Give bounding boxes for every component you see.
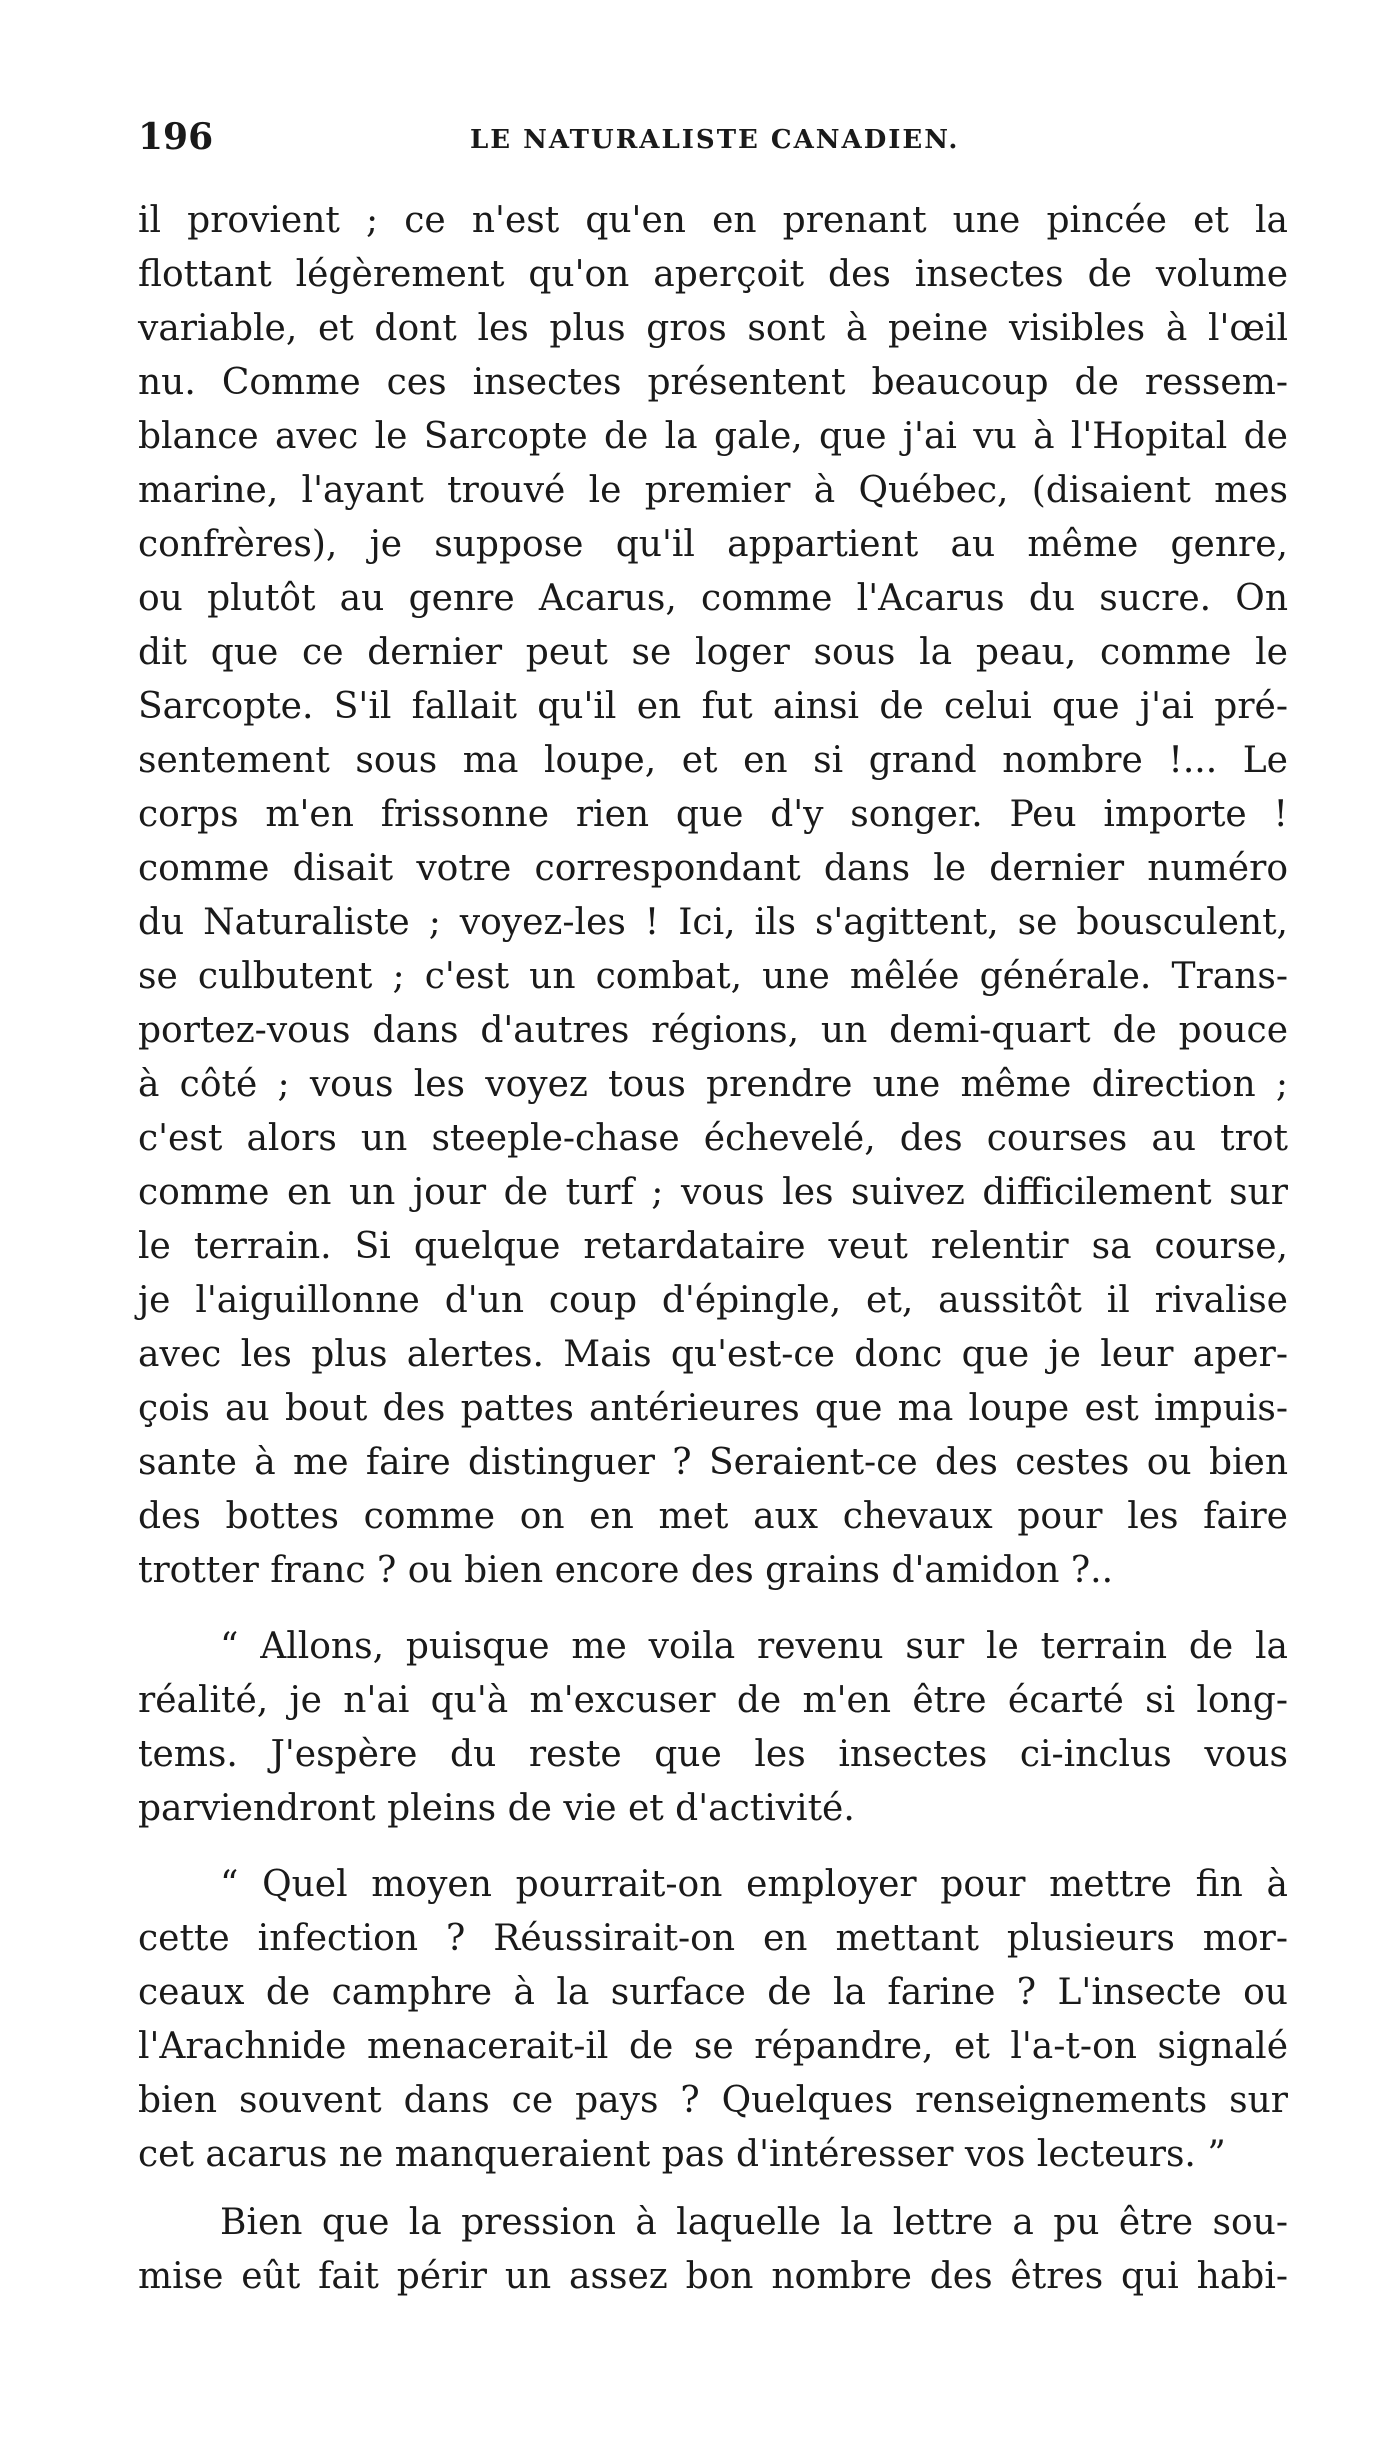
paragraph-4 [138,2196,1288,2304]
text-line: ceaux de camphre à la surface de la farine ? L'insecte ou [138,1972,1288,2013]
text-line: sentement sous ma loupe, et en si grand nombre !... Le [138,740,1288,781]
text-line: variable, et dont les plus gros sont à peine visibles à l'œil [138,308,1288,349]
page-header [138,112,1288,162]
text-line: des bottes comme on en met aux chevaux pour les faire [138,1496,1288,1537]
text-line: cet acarus ne manqueraient pas d'intéresser vos lecteurs. ” [138,2134,1226,2175]
text-line: corps m'en frissonne rien que d'y songer. Peu importe ! [138,794,1288,835]
text-line: flottant légèrement qu'on aperçoit des insectes de volume [138,254,1288,295]
text-line: nu. Comme ces insectes présentent beaucoup de ressem- [138,362,1288,403]
text-line: marine, l'ayant trouvé le premier à Québec, (disaient mes [138,470,1288,511]
text-line: réalité, je n'ai qu'à m'excuser de m'en être écarté si long- [138,1680,1288,1721]
text-line: bien souvent dans ce pays ? Quelques renseignements sur [138,2080,1288,2121]
paragraph-spacer [138,1836,1288,1858]
text-line: parviendront pleins de vie et d'activité. [138,1788,855,1829]
text-line: dit que ce dernier peut se loger sous la peau, comme le [138,632,1288,673]
text-line: l'Arachnide menacerait-il de se répandre, et l'a-t-on signalé [138,2026,1288,2067]
paragraph-1 [138,194,1288,1598]
text-line: “ Quel moyen pourrait-on employer pour mettre fin à [220,1864,1288,1905]
paragraph-spacer [138,1598,1288,1620]
text-line: portez-vous dans d'autres régions, un demi-quart de pouce [138,1010,1288,1051]
text-line: se culbutent ; c'est un combat, une mêlée générale. Trans- [138,956,1288,997]
text-line: à côté ; vous les voyez tous prendre une même direction ; [138,1064,1288,1105]
text-line: comme disait votre correspondant dans le dernier numéro [138,848,1288,889]
running-title: LE NATURALISTE CANADIEN. [470,125,960,155]
text-line: je l'aiguillonne d'un coup d'épingle, et, aussitôt il rivalise [138,1280,1288,1321]
text-line: trotter franc ? ou bien encore des grains d'amidon ?.. [138,1550,1114,1591]
text-line: Sarcopte. S'il fallait qu'il en fut ainsi de celui que j'ai pré- [138,686,1288,727]
paragraph-3 [138,1858,1288,2182]
page-number: 196 [138,116,214,158]
text-line: cette infection ? Réussirait-on en mettant plusieurs mor- [138,1918,1288,1959]
text-line: sante à me faire distinguer ? Seraient-ce des cestes ou bien [138,1442,1288,1483]
text-line: mise eût fait périr un assez bon nombre des êtres qui habi- [138,2256,1288,2297]
text-line: blance avec le Sarcopte de la gale, que j'ai vu à l'Hopital de [138,416,1288,457]
text-line: tems. J'espère du reste que les insectes ci-inclus vous [138,1734,1288,1775]
body-text [138,194,1288,2304]
paragraph-2 [138,1620,1288,1836]
text-line: confrères), je suppose qu'il appartient au même genre, [138,524,1288,565]
text-line: avec les plus alertes. Mais qu'est-ce donc que je leur aper- [138,1334,1288,1375]
text-line: ou plutôt au genre Acarus, comme l'Acarus du sucre. On [138,578,1288,619]
text-line: Bien que la pression à laquelle la lettre a pu être sou- [220,2202,1288,2243]
text-line: c'est alors un steeple-chase échevelé, des courses au trot [138,1118,1288,1159]
text-line: çois au bout des pattes antérieures que ma loupe est impuis- [138,1388,1288,1429]
text-line: du Naturaliste ; voyez-les ! Ici, ils s'agittent, se bousculent, [138,902,1288,943]
paragraph-spacer [138,2182,1288,2196]
text-line: comme en un jour de turf ; vous les suivez difficilement sur [138,1172,1288,1213]
text-line: le terrain. Si quelque retardataire veut relentir sa course, [138,1226,1288,1267]
text-line: il provient ; ce n'est qu'en en prenant une pincée et la [138,200,1288,241]
text-line: “ Allons, puisque me voila revenu sur le terrain de la [220,1626,1288,1667]
